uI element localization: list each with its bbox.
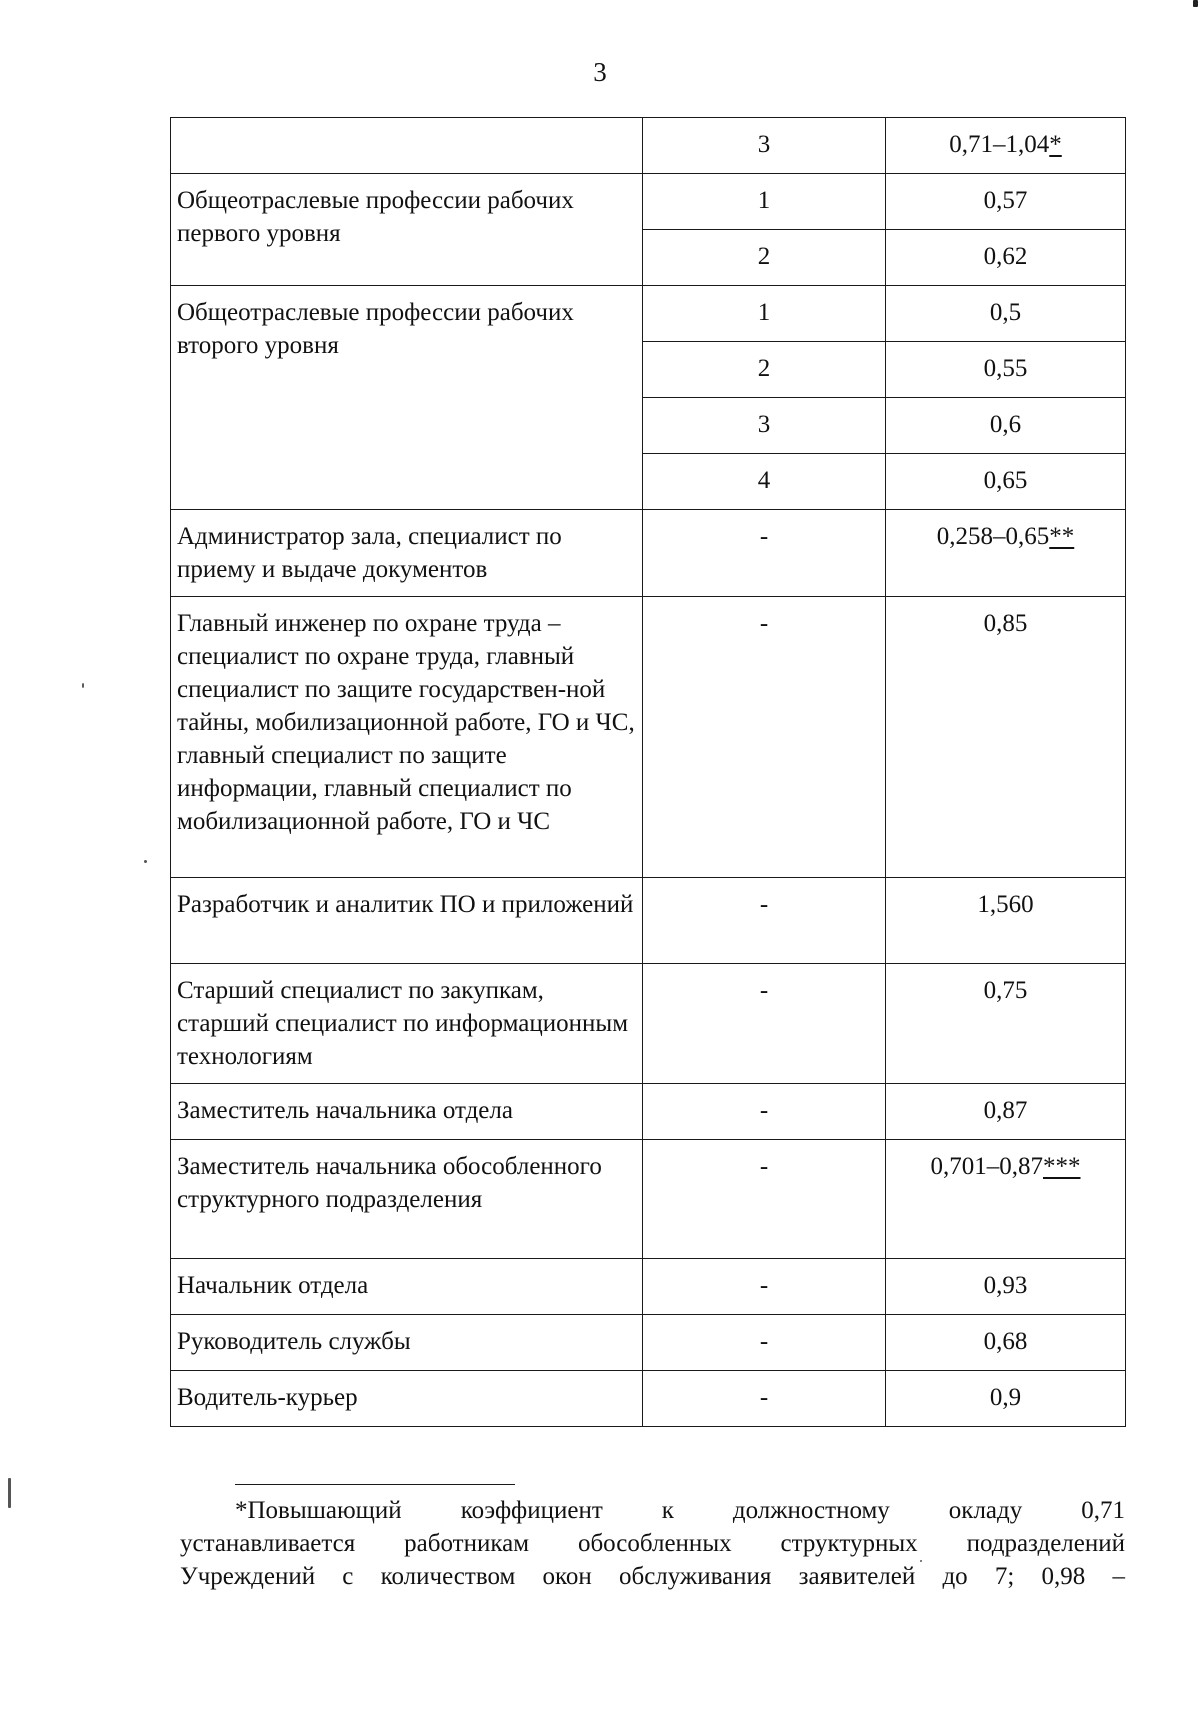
scan-speck [920,1560,922,1562]
table-row [171,1315,1126,1371]
coefficient-cell [886,510,1126,597]
position-cell: Начальник отдела [171,1259,643,1315]
qualification-level-cell: 2 [643,230,886,286]
coefficient-cell [886,1140,1126,1259]
coefficient-value: 0,701–0,87 [930,1153,1043,1180]
coefficient-cell: 0,5 [886,286,1126,342]
position-cell: Руководитель службы [171,1315,643,1371]
table-row [171,878,1126,964]
coefficient-cell: 0,62 [886,230,1126,286]
table-row [171,1371,1126,1427]
position-cell: Общеотраслевые профессии рабочих второго уровня [171,286,643,510]
position-cell [171,118,643,174]
footnote-line: устанавливается работникам обособленных структурных подразделений [180,1530,1125,1557]
table-row [171,1140,1126,1259]
table-row [171,174,1126,230]
coefficient-cell: 0,9 [886,1371,1126,1427]
table-row [171,510,1126,597]
coefficient-cell: 0,93 [886,1259,1126,1315]
qualification-level-cell: 4 [643,454,886,510]
position-cell: Администратор зала, специалист по приему и выдаче документов [171,510,643,597]
qualification-level-cell: - [643,964,886,1084]
table-row [171,597,1126,878]
footnote-line: Учреждений с количеством окон обслуживания заявителей до 7; 0,98 – [180,1563,1125,1590]
position-cell: Главный инженер по охране труда – специалист по охране труда, главный специалист по защите государствен-ной тайны, мобилизационной работе, ГО и ЧС, главный специалист по защите информации, главный специалист по мобилизационной работе, ГО и ЧС [171,597,643,878]
qualification-level-cell: 3 [643,398,886,454]
scan-speck [82,683,84,688]
coefficient-cell: 0,65 [886,454,1126,510]
footnote [180,1494,1125,1593]
qualification-level-cell: 1 [643,286,886,342]
coefficient-cell: 0,85 [886,597,1126,878]
coefficient-cell: 0,68 [886,1315,1126,1371]
qualification-level-cell: - [643,1084,886,1140]
footnote-marker: * [1049,131,1062,158]
coefficient-cell: 1,560 [886,878,1126,964]
coefficient-value: 0,258–0,65 [936,523,1050,550]
footnote-marker: *** [1043,1153,1081,1180]
qualification-level-cell: - [643,1315,886,1371]
table-row [171,118,1126,174]
table-row [171,286,1126,342]
footnote-line: *Повышающий коэффициент к должностному окладу 0,71 [235,1497,1125,1524]
scan-speck [1193,0,1198,7]
position-cell: Старший специалист по закупкам, старший специалист по информационным технологиям [171,964,643,1084]
position-cell: Общеотраслевые профессии рабочих первого уровня [171,174,643,286]
qualification-level-cell: - [643,878,886,964]
table-row [171,1084,1126,1140]
table-row [171,1259,1126,1315]
footnote-marker: ** [1049,523,1075,550]
position-cell: Заместитель начальника отдела [171,1084,643,1140]
qualification-level-cell: - [643,597,886,878]
coefficient-cell: 0,55 [886,342,1126,398]
coefficient-cell: 0,6 [886,398,1126,454]
position-cell: Водитель-курьер [171,1371,643,1427]
footnote-separator [235,1484,515,1485]
qualification-level-cell: - [643,510,886,597]
coefficient-table [170,117,1126,1427]
scan-speck [8,1478,11,1508]
coefficient-cell: 0,75 [886,964,1126,1084]
coefficient-cell: 0,87 [886,1084,1126,1140]
scan-speck [144,860,147,863]
page-number: 3 [593,57,607,87]
position-cell: Разработчик и аналитик ПО и приложений [171,878,643,964]
table-row [171,964,1126,1084]
position-cell: Заместитель начальника обособленного структурного подразделения [171,1140,643,1259]
coefficient-value: 0,71–1,04 [949,131,1050,158]
qualification-level-cell: - [643,1140,886,1259]
qualification-level-cell: - [643,1371,886,1427]
qualification-level-cell: - [643,1259,886,1315]
qualification-level-cell: 3 [643,118,886,174]
qualification-level-cell: 1 [643,174,886,230]
coefficient-cell: 0,57 [886,174,1126,230]
coefficient-cell [886,118,1126,174]
qualification-level-cell: 2 [643,342,886,398]
